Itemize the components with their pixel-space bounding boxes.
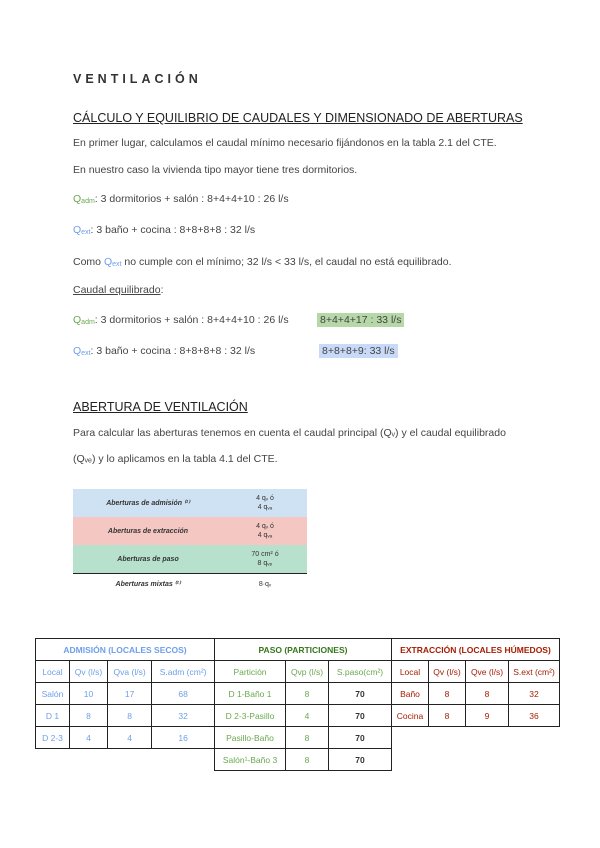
paragraph-aberturas-2: (Qᵥₑ) y lo aplicamos en la tabla 4.1 del CTE. [73,453,278,465]
ref-row-mixtas: Aberturas mixtas ⁽²⁾ 8·qᵥ [73,574,307,594]
line-eq-adm: $Q_{adm}$: 3 dormitorios + salón : 8+4+4+10 : 26 l/s [73,314,289,326]
paragraph-aberturas-1: Para calcular las aberturas tenemos en cuenta el caudal principal (Qᵥ) y el caudal equilibrado [73,427,506,439]
q-ext-symbol-inline: $Q_{ext}$ [103,256,122,268]
line-q-ext: $Q_{ext}$: 3 baño + cocina : 8+8+8+8 : 32 l/s [73,224,256,236]
eq-adm-highlight: 8+4+4+17 : 33 l/s [317,313,404,327]
header-extraccion: EXTRACCIÓN (LOCALES HÚMEDOS) [392,639,560,661]
header-paso: PASO (PARTICIONES) [215,639,392,661]
paragraph-dormitorios: En nuestro caso la vivienda tipo mayor tiene tres dormitorios. [73,164,358,176]
table-row: Salón¹-Baño 3 8 70 [36,749,560,771]
caudal-equilibrado-label: Caudal equilibrado: [73,284,164,296]
line-q-adm: $Q_{adm}$: 3 dormitorios + salón : 8+4+4+10 : 26 l/s [73,193,289,205]
ventilation-summary-table [35,638,560,771]
column-headers: Local Qv (l/s) Qva (l/s) S.adm (cm²) Partición Qvp (l/s) S.paso(cm²) Local Qv (l/s) Qve (l/s) S.ext (cm²) [36,661,560,683]
ref-row-extraccion: Aberturas de extracción 4 qᵥ ó 4 qᵥₐ [73,517,307,545]
eq-ext-highlight: 8+8+8+9: 33 l/s [319,344,398,358]
ref-row-admision: Aberturas de admisión ⁽¹⁾ 4 qᵥ ó 4 qᵥₐ [73,489,307,517]
table-row: Salón 10 17 68 D 1-Baño 1 8 70 Baño 8 8 32 [36,683,560,705]
table-row: D 2-3 4 4 16 Pasillo-Baño 8 70 [36,727,560,749]
section-heading-calculo: CÁLCULO Y EQUILIBRIO DE CAUDALES Y DIMENSIONADO DE ABERTURAS [73,111,523,125]
q-ext-symbol: $Q_{ext}$ [73,224,91,236]
header-admision: ADMISIÓN (LOCALES SECOS) [36,639,215,661]
ref-row-paso: Aberturas de paso 70 cm² ó 8 qᵥₚ [73,545,307,574]
paragraph-intro: En primer lugar, calculamos el caudal mínimo necesario fijándonos en la tabla 2.1 del CTE. [73,137,497,149]
line-eq-ext: $Q_{ext}$: 3 baño + cocina : 8+8+8+8 : 32 l/s [73,345,256,357]
table-row: D 1 8 8 32 D 2-3-Pasillo 4 70 Cocina 8 9 36 [36,705,560,727]
line-como: Como $Q_{ext}$ no cumple con el mínimo; 32 l/s < 33 l/s, el caudal no está equilibrado. [73,256,452,268]
section-heading-abertura: ABERTURA DE VENTILACIÓN [73,400,248,414]
q-adm-symbol: $Q_{adm}$ [73,193,95,205]
page-title: VENTILACIÓN [73,72,202,86]
